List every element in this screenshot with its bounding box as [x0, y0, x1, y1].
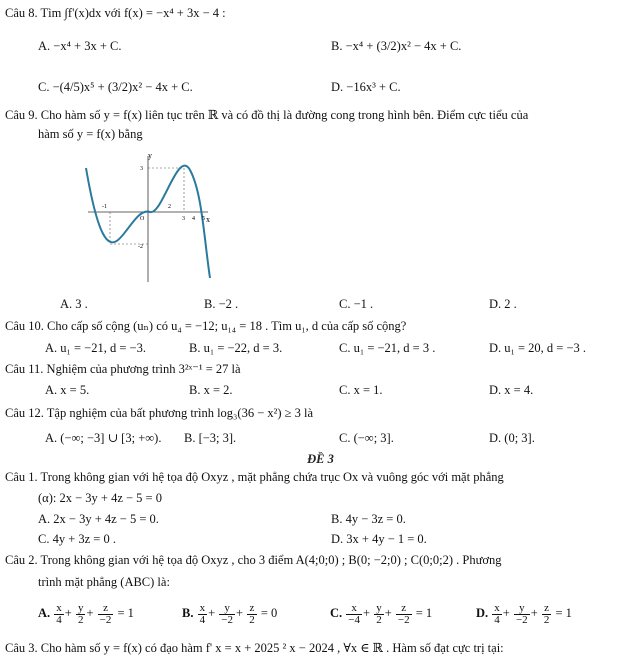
- q8-option-c[interactable]: C. −(4/5)x⁵ + (3/2)x² − 4x + C.: [38, 80, 193, 94]
- p1-option-c[interactable]: C. 4y + 3z = 0 .: [38, 532, 116, 546]
- p2-option-d[interactable]: D. $\frac{x}{4}$ + $\frac{y}{-2}$ + $\frac{z}{2}$ = 1: [476, 601, 572, 626]
- q10-option-b[interactable]: B. u₁ = −22, d = 3.: [189, 341, 283, 355]
- q12-option-a[interactable]: A. (−∞; −3] ∪ [3; +∞).: [45, 431, 162, 445]
- x-axis-label: x: [206, 215, 210, 224]
- q9-option-d[interactable]: D. 2 .: [489, 297, 517, 311]
- section-title: ĐỀ 3: [307, 452, 334, 466]
- y-axis-label: y: [148, 151, 152, 160]
- q8-option-b[interactable]: B. −x⁴ + (3/2)x² − 4x + C.: [331, 39, 462, 53]
- label-neg1: -1: [102, 204, 107, 210]
- q9-option-a[interactable]: A. 3 .: [60, 297, 88, 311]
- label-2: 2: [168, 204, 171, 210]
- label-neg2: -2: [138, 244, 143, 250]
- p3-stem: Câu 3. Cho hàm số y = f(x) có đạo hàm f' x = x + 2025 ² x − 2024 , ∀x ∈ ℝ . Hàm số đạt cực trị tại:: [5, 641, 504, 655]
- p1-option-b[interactable]: B. 4y − 3z = 0.: [331, 512, 406, 526]
- q8-option-a[interactable]: A. −x⁴ + 3x + C.: [38, 39, 122, 53]
- q12-option-b[interactable]: B. [−3; 3].: [184, 431, 237, 445]
- label-x5: 5: [202, 216, 205, 222]
- p1-option-a[interactable]: A. 2x − 3y + 4z − 5 = 0.: [38, 512, 159, 526]
- q11-option-d[interactable]: D. x = 4.: [489, 383, 534, 397]
- q12-option-c[interactable]: C. (−∞; 3].: [339, 431, 394, 445]
- p2-option-b[interactable]: B. $\frac{x}{4}$ + $\frac{y}{-2}$ + $\frac{z}{2}$ = 0: [182, 601, 278, 626]
- q9-option-b[interactable]: B. −2 .: [204, 297, 239, 311]
- q12-stem: Câu 12. Tập nghiệm của bất phương trình log₃(36 − x²) ≥ 3 là: [5, 406, 314, 420]
- p1-stem: Câu 1. Trong không gian với hệ tọa độ Oxyz , mặt phẳng chứa trục Ox và vuông góc với mặt phẳng: [5, 470, 504, 484]
- label-x3: 3: [182, 216, 185, 222]
- q10-option-d[interactable]: D. u₁ = 20, d = −3 .: [489, 341, 587, 355]
- function-graph: [78, 148, 218, 286]
- q9-stem-line1: Câu 9. Cho hàm số y = f(x) liên tục trên ℝ và có đồ thị là đường cong trong hình bên. Điểm cực tiểu của: [5, 108, 529, 122]
- p2-stem-line2: trình mặt phẳng (ABC) là:: [38, 575, 170, 589]
- q12-option-d[interactable]: D. (0; 3].: [489, 431, 535, 445]
- q9-option-c[interactable]: C. −1 .: [339, 297, 374, 311]
- p1-plane: (α): 2x − 3y + 4z − 5 = 0: [38, 491, 162, 505]
- q11-option-c[interactable]: C. x = 1.: [339, 383, 383, 397]
- label-3: 3: [140, 166, 143, 172]
- q11-stem: Câu 11. Nghiệm của phương trình 3²ˣ⁻¹ = 27 là: [5, 362, 241, 376]
- p2-option-a[interactable]: A. $\frac{x}{4}$ + $\frac{y}{2}$ + $\frac{z}{-2}$ = 1: [38, 601, 134, 626]
- q10-stem: Câu 10. Cho cấp số cộng (uₙ) có u₄ = −12; u₁₄ = 18 . Tìm u₁, d của cấp số cộng?: [5, 319, 407, 333]
- q8-stem: Câu 8. Tìm ∫f'(x)dx với f(x) = −x⁴ + 3x − 4 :: [5, 6, 226, 20]
- q9-stem-line2: hàm số y = f(x) bằng: [38, 127, 143, 141]
- p1-option-d[interactable]: D. 3x + 4y − 1 = 0.: [331, 532, 427, 546]
- q10-option-a[interactable]: A. u₁ = −21, d = −3.: [45, 341, 146, 355]
- p2-option-c[interactable]: C. $\frac{x}{-4}$ + $\frac{y}{2}$ + $\frac{z}{-2}$ = 1: [330, 601, 433, 626]
- label-x4: 4: [192, 216, 195, 222]
- q8-option-d[interactable]: D. −16x³ + C.: [331, 80, 401, 94]
- q11-option-b[interactable]: B. x = 2.: [189, 383, 233, 397]
- label-origin: O: [140, 216, 145, 222]
- q11-option-a[interactable]: A. x = 5.: [45, 383, 90, 397]
- q10-option-c[interactable]: C. u₁ = −21, d = 3 .: [339, 341, 436, 355]
- p2-stem-line1: Câu 2. Trong không gian với hệ tọa độ Oxyz , cho 3 điểm A(4;0;0) ; B(0; −2;0) ; C(0;0;2) . Phương: [5, 553, 502, 567]
